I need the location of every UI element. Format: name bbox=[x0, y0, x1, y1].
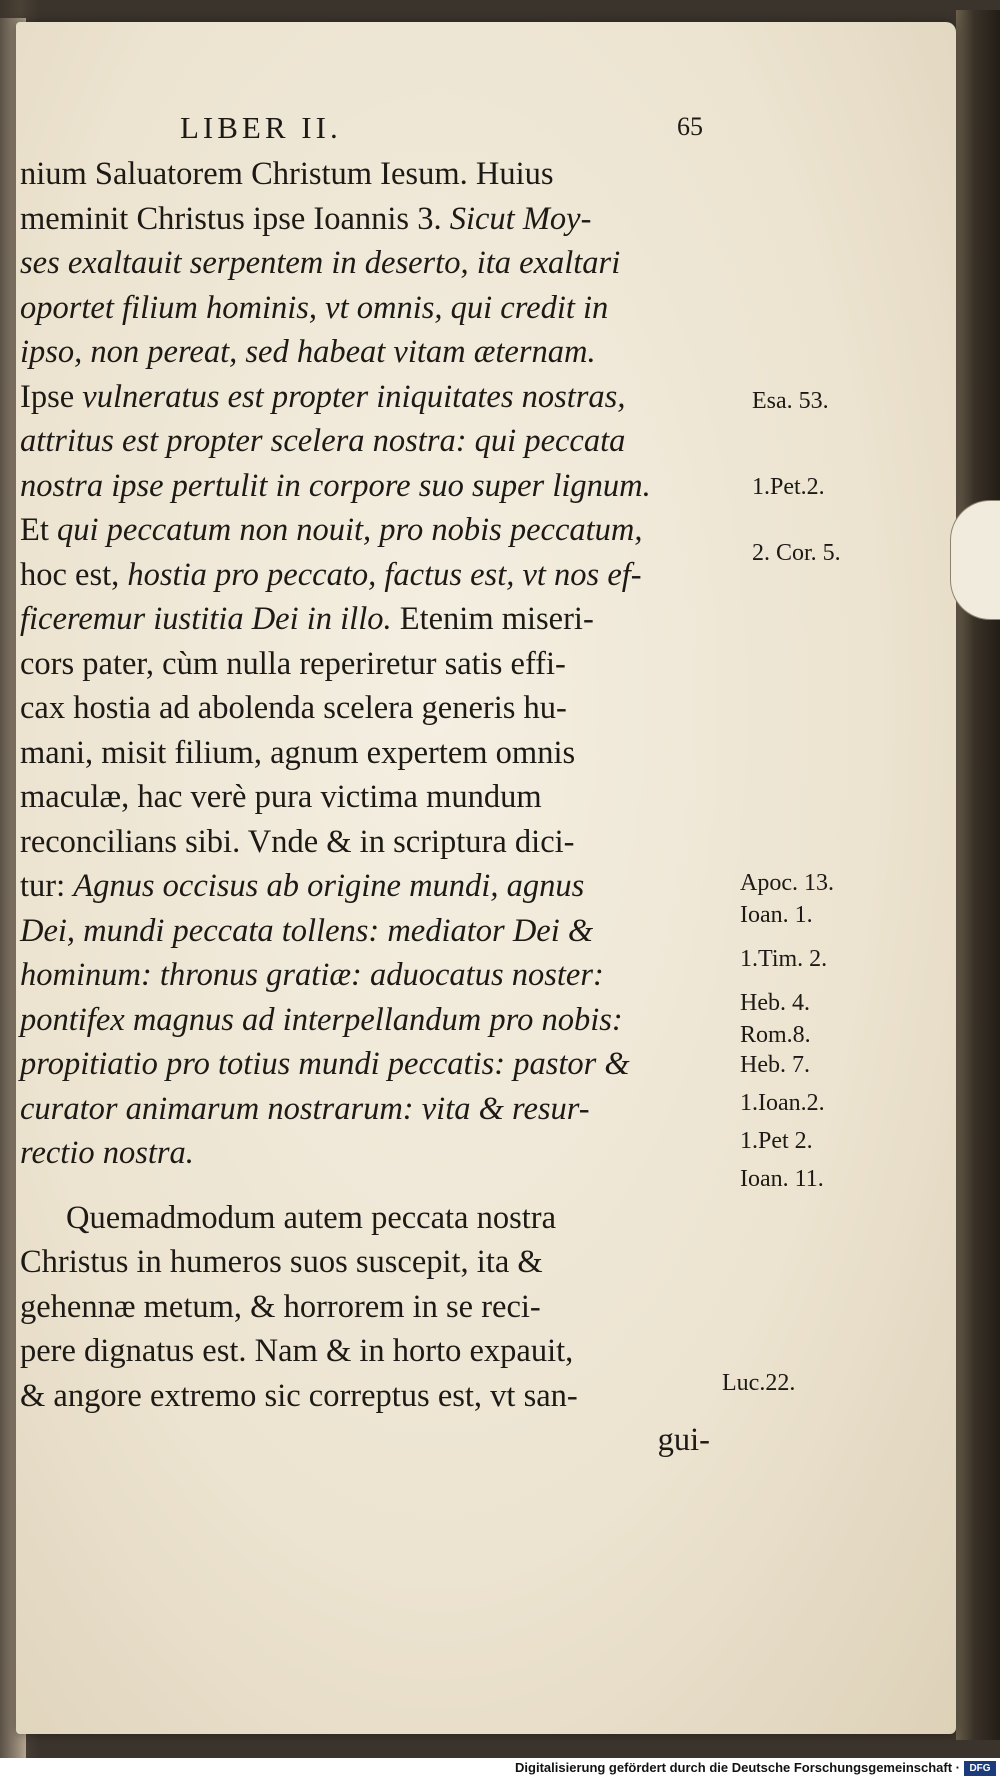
text-line: gehennæ metum, & horrorem in se reci- bbox=[20, 1288, 541, 1325]
text-line: oportet filium hominis, vt omnis, qui credit in bbox=[20, 289, 609, 326]
margin-reference: Heb. 4. bbox=[740, 990, 810, 1016]
margin-reference: 1.Pet.2. bbox=[752, 474, 825, 500]
text-line: tur: Agnus occisus ab origine mundi, agnus bbox=[20, 868, 585, 904]
text-line: ficeremur iustitia Dei in illo. Etenim miseri- bbox=[20, 601, 594, 637]
text-line: nostra ipse pertulit in corpore suo super lignum. bbox=[20, 467, 651, 504]
margin-reference: 1.Tim. 2. bbox=[740, 946, 828, 972]
margin-reference: Luc.22. bbox=[722, 1370, 796, 1396]
text-line: attritus est propter scelera nostra: qui peccata bbox=[20, 423, 626, 459]
text-line: & angore extremo sic correptus est, vt san- bbox=[20, 1377, 578, 1414]
margin-reference: 1.Pet 2. bbox=[740, 1128, 813, 1154]
text-line: cax hostia ad abolenda scelera generis hu- bbox=[20, 690, 567, 726]
text-line: propitiatio pro totius mundi peccatis: pastor & bbox=[20, 1046, 630, 1082]
book-fore-edge bbox=[956, 10, 1000, 1740]
margin-reference: 2. Cor. 5. bbox=[752, 540, 841, 566]
text-line: pere dignatus est. Nam & in horto expauit, bbox=[20, 1333, 574, 1369]
digitization-footer bbox=[0, 1758, 1000, 1780]
text-line: ipso, non pereat, sed habeat vitam æternam. bbox=[20, 334, 596, 370]
text-line: mani, misit filium, agnum expertem omnis bbox=[20, 734, 576, 771]
text-line: curator animarum nostrarum: vita & resur- bbox=[20, 1090, 590, 1127]
text-line: meminit Christus ipse Ioannis 3. Sicut Moy- bbox=[20, 200, 592, 237]
margin-reference: Rom.8. bbox=[740, 1022, 811, 1048]
text-line: Et qui peccatum non nouit, pro nobis peccatum, bbox=[20, 512, 643, 548]
page-tab bbox=[950, 500, 1000, 620]
text-line: reconcilians sibi. Vnde & in scriptura dici- bbox=[20, 823, 575, 860]
text-line: rectio nostra. bbox=[20, 1135, 194, 1171]
text-line: Dei, mundi peccata tollens: mediator Dei & bbox=[20, 912, 594, 949]
margin-reference: Apoc. 13. bbox=[740, 870, 834, 896]
paragraph-gap bbox=[20, 1176, 750, 1196]
text-line: pontifex magnus ad interpellandum pro nobis: bbox=[20, 1001, 623, 1038]
text-line: Ipse vulneratus est propter iniquitates nostras, bbox=[20, 378, 626, 415]
main-text bbox=[20, 152, 750, 1463]
text-line: hominum: thronus gratiæ: aduocatus noster: bbox=[20, 957, 604, 993]
text-line: hoc est, hostia pro peccato, factus est, vt nos ef- bbox=[20, 556, 642, 593]
text-line: cors pater, cùm nulla reperiretur satis effi- bbox=[20, 645, 566, 682]
text-line: Christus in humeros suos suscepit, ita & bbox=[20, 1244, 543, 1280]
margin-reference: Ioan. 1. bbox=[740, 902, 813, 928]
text-line: nium Saluatorem Christum Iesum. Huius bbox=[20, 156, 554, 192]
dfg-logo: DFG bbox=[964, 1761, 996, 1776]
margin-reference: Ioan. 11. bbox=[740, 1166, 824, 1192]
funding-credit: Digitalisierung gefördert durch die Deutsche Forschungsgemeinschaft · bbox=[515, 1760, 960, 1775]
margin-reference: Esa. 53. bbox=[752, 388, 829, 414]
text-line: Quemadmodum autem peccata nostra bbox=[66, 1199, 557, 1236]
page-number: 65 bbox=[677, 112, 703, 141]
catchword: gui- bbox=[657, 1422, 710, 1458]
running-title: LIBER II. bbox=[180, 110, 342, 145]
text-line: maculæ, hac verè pura victima mundum bbox=[20, 779, 542, 815]
page-header bbox=[160, 110, 720, 150]
text-line: ses exaltauit serpentem in deserto, ita exaltari bbox=[20, 245, 621, 281]
margin-reference: Heb. 7. bbox=[740, 1052, 810, 1078]
margin-reference: 1.Ioan.2. bbox=[740, 1090, 825, 1116]
